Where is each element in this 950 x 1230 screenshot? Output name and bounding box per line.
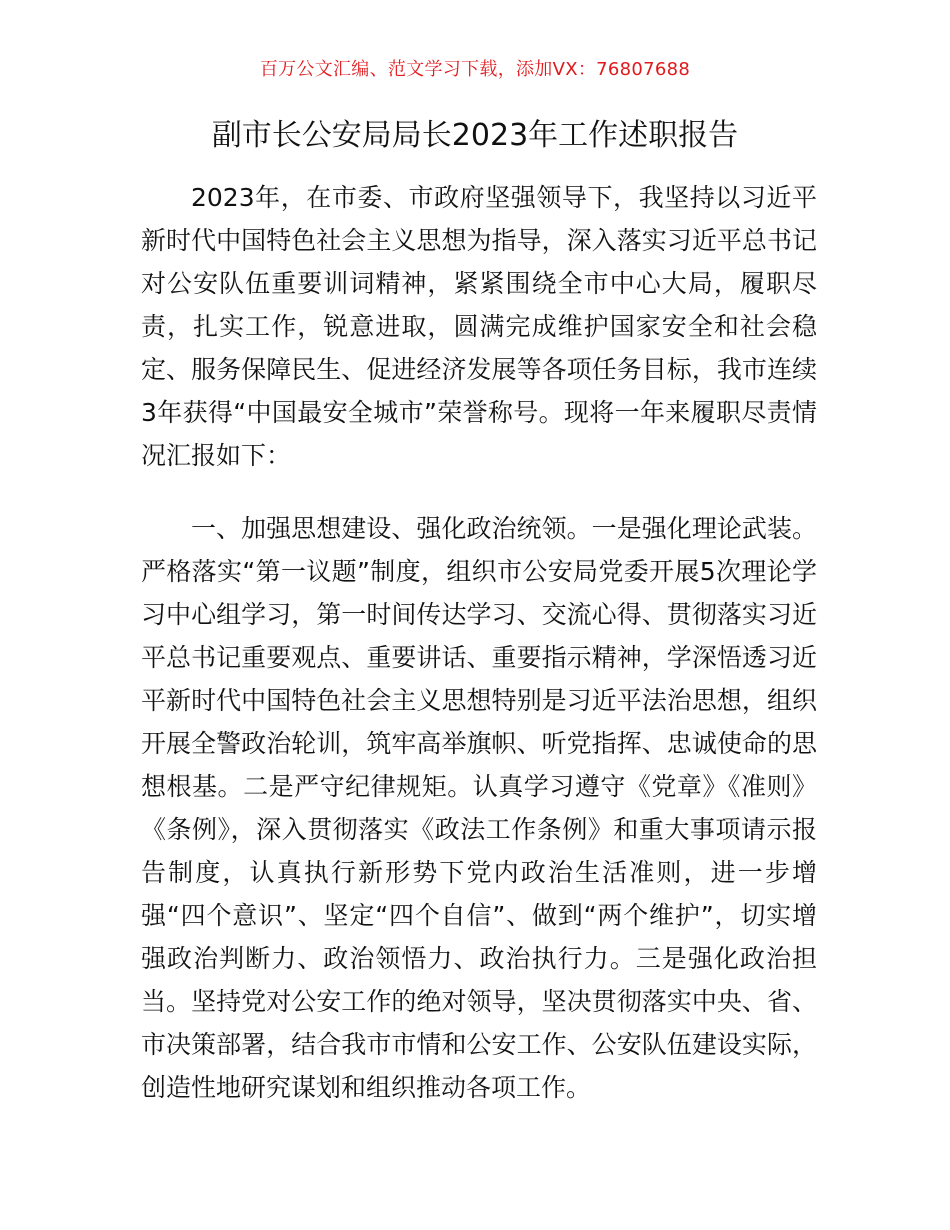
paragraph-intro: 2023年，在市委、市政府坚强领导下，我坚持以习近平新时代中国特色社会主义思想为指导，深入落实习近平总书记对公安队伍重要训词精神，紧紧围绕全市中心大局，履职尽责，扎实工作，锐意进取，圆满完成维护国家安全和社会稳定、服务保障民生、促进经济发展等各项任务目标，我市连续3年获得“中国最安全城市”荣誉称号。现将一年来履职尽责情况汇报如下： [141, 183, 817, 470]
paragraph-section-one: 一、加强思想建设、强化政治统领。一是强化理论武装。严格落实“第一议题”制度，组织市公安局党委开展5次理论学习中心组学习，第一时间传达学习、交流心得、贯彻落实习近平总书记重要观点、重要讲话、重要指示精神，学深悟透习近平新时代中国特色社会主义思想特别是习近平法治思想，组织开展全警政治轮训，筑牢高举旗帜、听党指挥、忠诚使命的思想根基。二是严守纪律规矩。认真学习遵守《党章》《准则》《条例》，深入贯彻落实《政法工作条例》和重大事项请示报告制度，认真执行新形势下党内政治生活准则，进一步增强“四个意识”、坚定“四个自信”、做到“两个维护”，切实增强政治判断力、政治领悟力、政治执行力。三是强化政治担当。坚持党对公安工作的绝对领导，坚决贯彻落实中央、省、市决策部署，结合我市市情和公安工作、公安队伍建设实际，创造性地研究谋划和组织推动各项工作。 [141, 514, 817, 1102]
document-body [141, 176, 817, 1109]
header-promo-note: 百万公文汇编、范文学习下载，添加VX：76807688 [259, 59, 691, 80]
document-title: 副市长公安局局长2023年工作述职报告 [211, 118, 739, 153]
